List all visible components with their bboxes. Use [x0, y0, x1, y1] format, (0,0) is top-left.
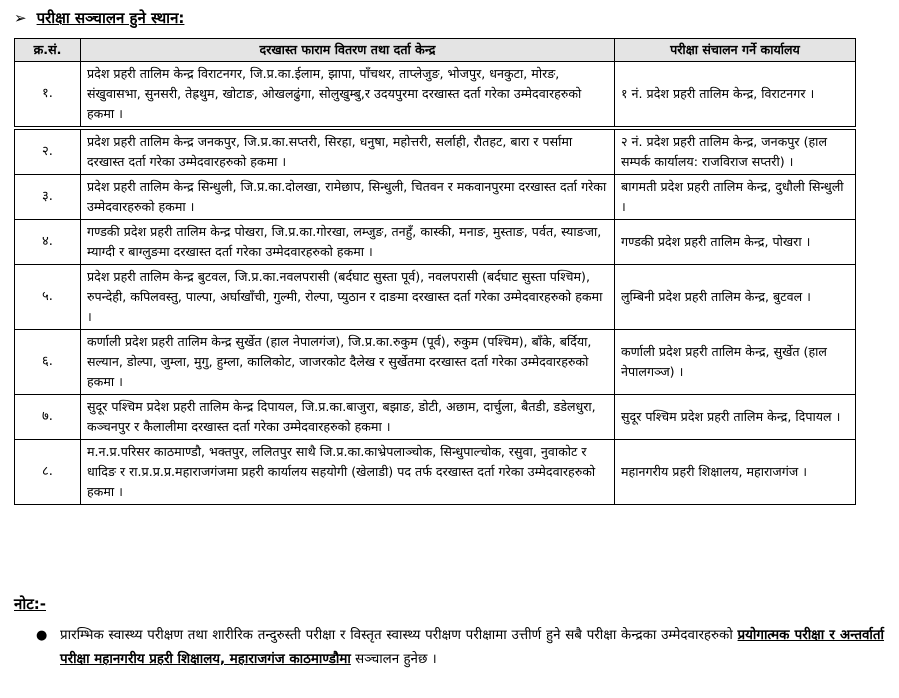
serial-cell: ८. [15, 440, 81, 505]
office-cell: लुम्बिनी प्रदेश प्रहरी तालिम केन्द्र, बुटवल । [615, 265, 856, 330]
centre-cell: गण्डकी प्रदेश प्रहरी तालिम केन्द्र पोखरा, जि.प्र.का.गोरखा, लम्जुङ, तनहुँ, कास्की, मनाङ, मुस्ताङ, पर्वत, स्याङजा, म्याग्दी र बाग्लुङमा दरखास्त दर्ता गरेका उम्मेदवारहरुको हकमा । [81, 220, 615, 265]
table-row [15, 265, 856, 330]
serial-cell: २. [15, 130, 81, 175]
table-row [15, 440, 856, 505]
arrow-bullet-icon: ➢ [14, 9, 27, 27]
centre-cell: कर्णाली प्रदेश प्रहरी तालिम केन्द्र सुर्खेत (हाल नेपालगंज), जि.प्र.का.रुकुम (पूर्व), रुकुम (पश्चिम), बाँके, बर्दिया, सल्यान, डोल्पा, जुम्ला, मुगु, हुम्ला, कालिकोट, जाजरकोट दैलेख र सुर्खेतमा दरखास्त दर्ता गरेका उम्मेदवारहरुको हकमा । [81, 330, 615, 395]
serial-cell: ३. [15, 175, 81, 220]
column-header-office: परीक्षा संचालन गर्ने कार्यालय [615, 39, 856, 62]
note-text [60, 624, 884, 672]
serial-cell: ७. [15, 395, 81, 440]
centre-cell: सुदूर पश्चिम प्रदेश प्रहरी तालिम केन्द्र दिपायल, जि.प्र.का.बाजुरा, बझाङ, डोटी, अछाम, दार्चुला, बैतडी, डडेलधुरा, कञ्चनपुर र कैलालीमा दरखास्त दर्ता गरेका उम्मेदवारहरुको हकमा । [81, 395, 615, 440]
table-row [15, 130, 856, 175]
table-row [15, 220, 856, 265]
note-title: नोट:- [14, 595, 46, 613]
section-heading [14, 6, 184, 30]
table-row [15, 175, 856, 220]
office-cell: बागमती प्रदेश प्रहरी तालिम केन्द्र, दुधौली सिन्धुली । [615, 175, 856, 220]
centre-cell: प्रदेश प्रहरी तालिम केन्द्र जनकपुर, जि.प्र.का.सप्तरी, सिरहा, धनुषा, महोत्तरी, सर्लाही, रौतहट, बारा र पर्सामा दरखास्त दर्ता गरेका उम्मेदवारहरुको हकमा । [81, 130, 615, 175]
office-cell: सुदूर पश्चिम प्रदेश प्रहरी तालिम केन्द्र, दिपायल । [615, 395, 856, 440]
serial-cell: १. [15, 62, 81, 127]
note-text-start: प्रारम्भिक स्वास्थ्य परीक्षण तथा शारीरिक तन्दुरुस्ती परीक्षा र विस्तृत स्वास्थ्य परीक्षण परीक्षामा उत्तीर्ण हुने सबै परीक्षा केन्द्रका उम्मेदवारहरुको [60, 628, 738, 643]
centre-cell: प्रदेश प्रहरी तालिम केन्द्र विराटनगर, जि.प्र.का.ईलाम, झापा, पाँचथर, ताप्लेजुङ, भोजपुर, धनकुटा, मोरङ, संखुवासभा, सुनसरी, तेह्रथुम, खोटाङ, ओखलढुंगा, सोलुखुम्बु,र उदयपुरमा दरखास्त दर्ता गरेका उम्मेदवारहरुको हकमा । [81, 62, 615, 127]
table-row [15, 330, 856, 395]
section-heading-text: परीक्षा सञ्चालन हुने स्थान: [36, 9, 185, 27]
office-cell: २ नं. प्रदेश प्रहरी तालिम केन्द्र, जनकपुर (हाल सम्पर्क कार्यालय: राजविराज सप्तरी) । [615, 130, 856, 175]
bullet-dot-icon: ● [36, 628, 48, 643]
centre-cell: म.न.प्र.परिसर काठमाण्डौ, भक्तपुर, ललितपुर साथै जि.प्र.का.काभ्रेपलाञ्चोक, सिन्धुपाल्चोक, रसुवा, नुवाकोट र धादिङ र रा.प्र.प्र.प्र.महाराजगंजमा प्रहरी कार्यालय सहयोगी (खेलाडी) पद तर्फ दरखास्त दर्ता गरेका उम्मेदवारहरुको हकमा । [81, 440, 615, 505]
table-row [15, 395, 856, 440]
office-cell: कर्णाली प्रदेश प्रहरी तालिम केन्द्र, सुर्खेत (हाल नेपालगञ्ज) । [615, 330, 856, 395]
note-text-end: सञ्चालन हुनेछ । [350, 652, 437, 667]
office-cell: महानगरीय प्रहरी शिक्षालय, महाराजगंज । [615, 440, 856, 505]
table-header-row [15, 39, 856, 62]
table-row [15, 62, 856, 127]
serial-cell: ५. [15, 265, 81, 330]
serial-cell: ४. [15, 220, 81, 265]
serial-cell: ६. [15, 330, 81, 395]
centre-cell: प्रदेश प्रहरी तालिम केन्द्र सिन्धुली, जि.प्र.का.दोलखा, रामेछाप, सिन्धुली, चितवन र मकवानपुरमा दरखास्त दर्ता गरेका उम्मेदवारहरुको हकमा । [81, 175, 615, 220]
column-header-serial: क्र.सं. [15, 39, 81, 62]
column-header-centre: दरखास्त फाराम वितरण तथा दर्ता केन्द्र [81, 39, 615, 62]
exam-centre-table [14, 38, 856, 505]
office-cell: १ नं. प्रदेश प्रहरी तालिम केन्द्र, विराटनगर । [615, 62, 856, 127]
centre-cell: प्रदेश प्रहरी तालिम केन्द्र बुटवल, जि.प्र.का.नवलपरासी (बर्दघाट सुस्ता पूर्व), नवलपरासी (बर्दघाट सुस्ता पश्चिम), रुपन्देही, कपिलवस्तु, पाल्पा, अर्घाखाँची, गुल्मी, रोल्पा, प्युठान र दाङमा दरखास्त दर्ता गरेका उम्मेदवारहरुको हकमा । [81, 265, 615, 330]
note-item [36, 624, 884, 672]
office-cell: गण्डकी प्रदेश प्रहरी तालिम केन्द्र, पोखरा । [615, 220, 856, 265]
note-text-emphasis: प्रयोगात्मक परीक्षा र अन्तर्वार्ता परीक्षा महानगरीय प्रहरी शिक्षालय, महाराजगंज काठमाण्डौमा [60, 628, 885, 667]
